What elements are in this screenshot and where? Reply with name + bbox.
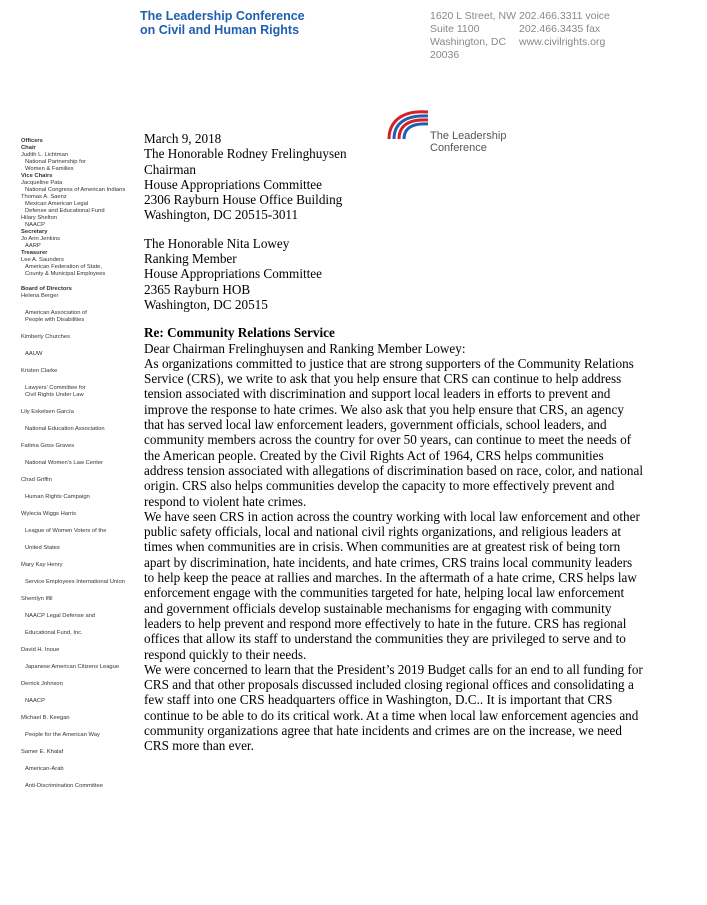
- board-member-org: United States: [25, 545, 60, 551]
- board-member-org: AAUW: [25, 351, 43, 357]
- addressee-line: The Honorable Rodney Frelinghuysen: [144, 146, 347, 162]
- board-member-name: Samer E. Khalaf: [21, 749, 64, 755]
- address-block: [430, 10, 516, 62]
- addressee-line: Ranking Member: [144, 251, 237, 267]
- body-paragraph: As organizations committed to justice that are strong supporters of the Community Relations Service (CRS), we write to ask that you help ensure that CRS can continue to help address tension associated with discrimination and support local leaders in efforts to prevent and improve the response to hate crimes. We also ask that you help ensure that CRS, an agency that has served local law enforcement leaders, government officials, school leaders, and community members across the country for over 50 years, can continue to meet the needs of the American people. Created by the Civil Rights Act of 1964, CRS helps communities address tension associated with allegations of discrimination based on race, color, and national origin. CRS also helps communities develop the capacity to more effectively prevent and respond to violent hate crimes.: [144, 355, 643, 509]
- board-member-name: Chad Griffin: [21, 477, 52, 483]
- board-member-org: Educational Fund, Inc.: [25, 630, 83, 636]
- addressee-line: Washington, DC 20515-3011: [144, 207, 299, 223]
- board-member-org: Japanese American Citizens League: [25, 664, 120, 670]
- officer-name: Jo Ann Jenkins: [21, 236, 60, 242]
- website: www.civilrights.org: [519, 36, 606, 48]
- board-member-name: Wylecia Wiggs Harris: [21, 511, 77, 517]
- chair-heading: Chair: [21, 145, 36, 151]
- board-member-name: Derrick Johnson: [21, 681, 63, 687]
- board-member-org: People for the American Way: [25, 732, 100, 738]
- officer-name: Lee A. Saunders: [21, 257, 64, 263]
- board-member-name: Mary Kay Henry: [21, 562, 63, 568]
- board-member-org: National Education Association: [25, 426, 105, 432]
- board-member-name: Michael B. Keegan: [21, 715, 70, 721]
- board-member-org: Human Rights Campaign: [25, 494, 90, 500]
- board-member-org: NAACP: [25, 698, 45, 704]
- officer-name: Thomas A. Saenz: [21, 194, 67, 200]
- officer-org: Defense and Educational Fund: [25, 208, 105, 214]
- board-member-org: American-Arab: [25, 766, 64, 772]
- body-paragraph: We were concerned to learn that the President’s 2019 Budget calls for an end to all funding for CRS and that other proposals discussed included closing regional offices and consolidating a few staff into one CRS headquarters office in Washington, D.C.. It is important that CRS continue to be able to do its critical work. At a time when local law enforcement agencies and community organizations agree that hate incidents and crimes are on the increase, we need CRS more than ever.: [144, 661, 643, 754]
- addressee-block: [144, 236, 644, 312]
- officer-org: Women & Families: [25, 166, 74, 172]
- addressee-line: 2365 Rayburn HOB: [144, 281, 251, 297]
- board-member-name: Kimberly Churches: [21, 334, 70, 340]
- org-name: [140, 9, 305, 37]
- officer-org: AARP: [25, 243, 41, 249]
- board-member-org: Anti-Discrimination Committee: [25, 783, 103, 789]
- treasurer-heading: Treasurer: [21, 250, 48, 256]
- salutation: Dear Chairman Frelinghuysen and Ranking Member Lowey:: [144, 340, 466, 356]
- board-member-name: David H. Inoue: [21, 647, 60, 653]
- officer-name: Judith L. Lichtman: [21, 152, 69, 158]
- officer-org: American Federation of State,: [25, 264, 103, 270]
- board-member-org: League of Women Voters of the: [25, 528, 107, 534]
- org-name-line-2: on Civil and Human Rights: [140, 23, 300, 37]
- address-line: Washington, DC: [430, 36, 507, 48]
- officer-org: County & Municipal Employees: [25, 271, 106, 277]
- officers-sidebar: [21, 138, 141, 790]
- board-member-org: People with Disabilities: [25, 317, 85, 323]
- addressee-line: The Honorable Nita Lowey: [144, 235, 290, 251]
- board-member-org: National Women's Law Center: [25, 460, 104, 466]
- letter-date: March 9, 2018: [144, 131, 222, 146]
- board-heading: Board of Directors: [21, 286, 72, 292]
- org-name-line-1: The Leadership Conference: [140, 9, 305, 23]
- phone-fax: 202.466.3435 fax: [519, 23, 601, 35]
- board-member-name: Helena Berger: [21, 293, 59, 299]
- address-line: 1620 L Street, NW: [430, 10, 516, 22]
- body-paragraph: We have seen CRS in action across the country working with local law enforcement and other public safety officials, local and national civil rights organizations, and religious leaders at times when communities are in crisis. When communities are at greatest risk of being torn apart by discrimination, hate incidents, and hate crimes, CRS trains local community leaders to help keep the peace at rallies and marches. In the aftermath of a hate crime, CRS helps law enforcement engage with the communities targeted for hate, helping local law enforcement and government officials develop sustainable mechanisms for engaging with community leaders to help prevent and respond more effectively to hate in the future. CRS has regional offices that allow its staff to understand the communities they are privileged to serve and to respond quickly to their needs.: [144, 508, 640, 662]
- board-member-org: Service Employees International Union: [25, 579, 125, 585]
- officer-name: Jacqueline Pata: [21, 180, 63, 186]
- addressee-block: [144, 146, 644, 222]
- officer-org: Mexican American Legal: [25, 201, 89, 207]
- addressee-line: 2306 Rayburn House Office Building: [144, 192, 343, 208]
- phone-voice: 202.466.3311 voice: [519, 10, 610, 22]
- board-member-org: American Association of: [25, 310, 87, 316]
- addressee-line: House Appropriations Committee: [144, 176, 323, 192]
- addressee-line: Chairman: [144, 161, 197, 177]
- board-member-org: Lawyers' Committee for: [25, 385, 86, 391]
- officer-org: National Partnership for: [25, 159, 86, 165]
- board-member-name: Kristen Clarke: [21, 368, 58, 374]
- board-member-name: Lily Eskelsen García: [21, 409, 74, 415]
- officer-org: NAACP: [25, 222, 45, 228]
- vice-chairs-heading: Vice Chairs: [21, 173, 53, 179]
- addressee-line: House Appropriations Committee: [144, 266, 323, 282]
- board-member-name: Fatima Goss Graves: [21, 443, 75, 449]
- logo-text-line-1: The Leadership: [430, 130, 507, 142]
- officer-org: National Congress of American Indians: [25, 187, 126, 193]
- subject-line: Re: Community Relations Service: [144, 325, 335, 341]
- officer-name: Hilary Shelton: [21, 215, 58, 221]
- letter-body: [144, 131, 644, 754]
- contact-block: [519, 10, 610, 49]
- addressee-line: Washington, DC 20515: [144, 296, 268, 312]
- address-line: Suite 1100: [430, 23, 480, 35]
- board-member-org: Civil Rights Under Law: [25, 392, 84, 398]
- secretary-heading: Secretary: [21, 229, 48, 235]
- board-member-org: NAACP Legal Defense and: [25, 613, 96, 619]
- logo-text-line-2: Conference: [430, 142, 487, 154]
- officers-heading: Officers: [21, 138, 43, 144]
- board-member-name: Sherrilyn Ifill: [21, 596, 53, 602]
- address-line: 20036: [430, 49, 460, 61]
